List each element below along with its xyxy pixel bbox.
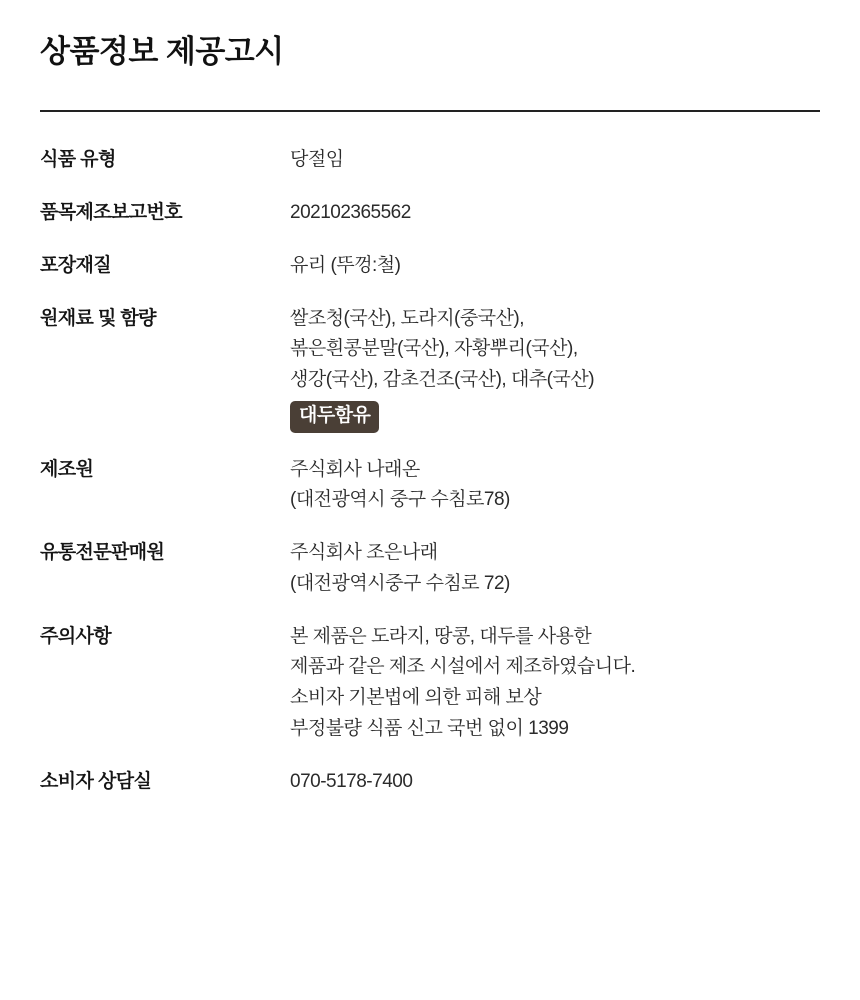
table-row xyxy=(40,293,820,444)
page-title: 상품정보 제공고시 xyxy=(40,34,284,69)
value-line: 부정불량 식품 신고 국번 없이 1399 xyxy=(290,717,569,739)
row-value-manufacture-report-number xyxy=(290,187,820,240)
row-label-manufacture-report-number: 품목제조보고번호 xyxy=(40,202,183,224)
value-line: 소비자 기본법에 의한 피해 보상 xyxy=(290,687,542,709)
value-line: (대전광역시 중구 수침로78) xyxy=(290,489,510,511)
value-line: 070-5178-7400 xyxy=(290,770,413,792)
value-line: 생강(국산), 감초건조(국산), 대추(국산) xyxy=(290,369,595,391)
row-label-ingredients: 원재료 및 함량 xyxy=(40,307,156,329)
title-divider xyxy=(40,110,820,112)
value-line: 유리 (뚜껑:철) xyxy=(290,254,401,276)
table-row xyxy=(40,187,820,240)
value-line: 주식회사 조은나래 xyxy=(290,542,438,564)
value-line: 202102365562 xyxy=(290,202,411,224)
row-value-ingredients xyxy=(290,293,820,444)
value-line: 제품과 같은 제조 시설에서 제조하였습니다. xyxy=(290,656,636,678)
row-label-precautions: 주의사항 xyxy=(40,625,112,647)
row-label-packaging-material: 포장재질 xyxy=(40,254,112,276)
value-line: 주식회사 나래온 xyxy=(290,458,420,480)
table-row xyxy=(40,527,820,611)
value-line: 쌀조청(국산), 도라지(중국산), xyxy=(290,307,525,329)
row-value-distributor xyxy=(290,527,820,611)
value-line: (대전광역시중구 수침로 72) xyxy=(290,572,510,594)
row-value-food-type xyxy=(290,134,820,187)
row-value-packaging-material xyxy=(290,240,820,293)
row-label-manufacturer: 제조원 xyxy=(40,458,94,480)
table-row xyxy=(40,756,820,809)
value-line: 볶은흰콩분말(국산), 자황뿌리(국산), xyxy=(290,338,578,360)
table-row xyxy=(40,611,820,756)
value-line: 본 제품은 도라지, 땅콩, 대두를 사용한 xyxy=(290,625,592,647)
value-line: 당절임 xyxy=(290,149,344,171)
table-row xyxy=(40,240,820,293)
row-value-manufacturer xyxy=(290,444,820,528)
allergen-badge: 대두함유 xyxy=(290,401,379,433)
table-row xyxy=(40,444,820,528)
product-info-table xyxy=(40,134,820,808)
table-row xyxy=(40,134,820,187)
row-label-customer-service: 소비자 상담실 xyxy=(40,770,152,792)
product-info-table-body xyxy=(40,134,820,808)
row-label-distributor: 유통전문판매원 xyxy=(40,542,165,564)
row-label-food-type: 식품 유형 xyxy=(40,149,116,171)
row-value-customer-service xyxy=(290,756,820,809)
row-value-precautions xyxy=(290,611,820,756)
